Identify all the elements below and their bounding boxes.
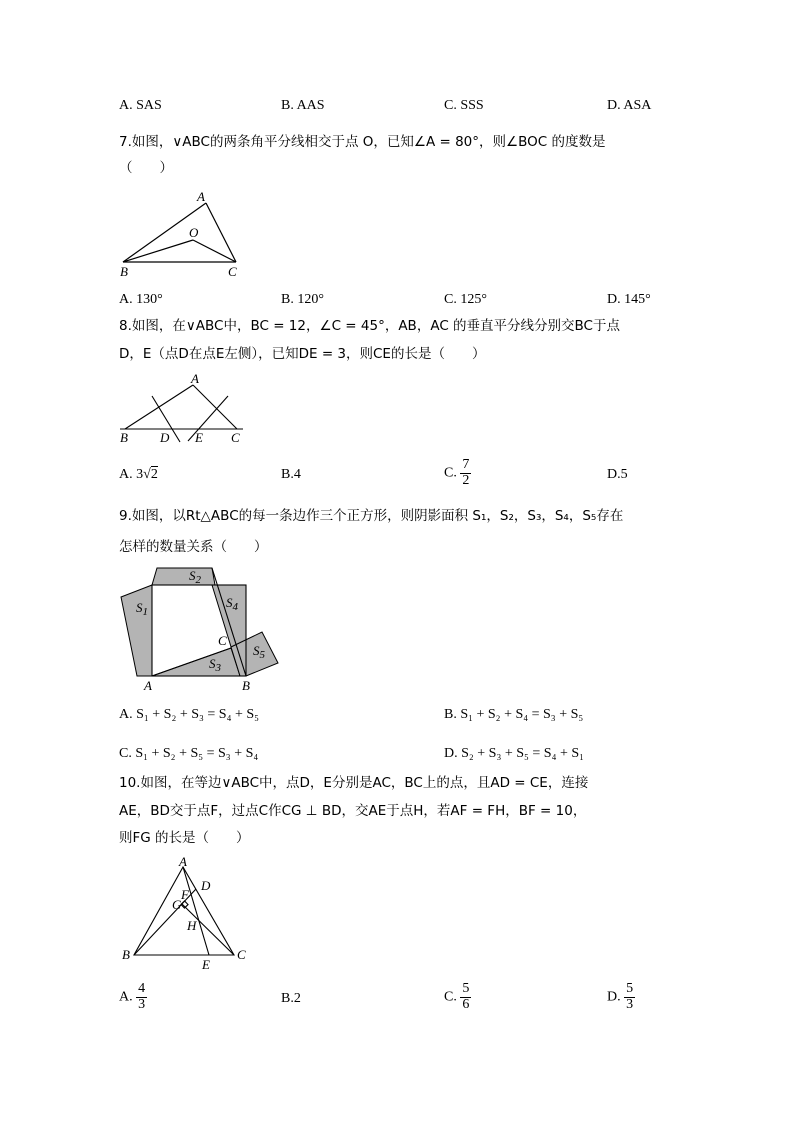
q10-option-c — [444, 982, 471, 1012]
q10-label-h: H — [187, 918, 197, 933]
q6-option-b: B. AAS — [281, 98, 325, 113]
q9-option-a: A. S₁ + S₂ + S₃ = S₄ + S₅ — [119, 707, 260, 722]
q7-option-c: C. 125° — [444, 292, 487, 307]
q8-label-e: E — [195, 430, 203, 445]
q10-option-d — [607, 982, 635, 1012]
q8-option-d: D.5 — [607, 467, 628, 482]
q10-option-a — [119, 982, 147, 1012]
q8-label-a: A — [191, 371, 199, 386]
q10-option-a-numerator: 4 — [138, 981, 146, 996]
q9-stem-line-2: 怎样的数量关系（ ） — [119, 539, 268, 555]
q9-label-s3: $S_3$ — [209, 656, 221, 674]
q7-label-b: B — [120, 264, 128, 279]
q6-option-d: D. ASA — [607, 98, 652, 113]
q8-option-c-prefix: C. — [444, 465, 457, 481]
q7-label-o: O — [189, 225, 199, 240]
q10-label-e: E — [202, 957, 210, 972]
q10-option-a-prefix: A. — [119, 989, 133, 1005]
q10-option-d-prefix: D. — [607, 989, 621, 1005]
q7-label-c: C — [228, 264, 237, 279]
q10-option-c-fraction — [460, 982, 471, 1012]
q10-option-c-denominator: 6 — [462, 996, 470, 1012]
q9-label-s1: $S_1$ — [136, 600, 148, 618]
q8-option-a-radicand: 2 — [150, 467, 158, 482]
q10-label-c: C — [237, 947, 246, 962]
q7-label-a: A — [197, 189, 205, 204]
q10-label-f: F — [181, 887, 189, 902]
q10-option-a-denominator: 3 — [138, 996, 146, 1012]
q10-stem-line-3: 则FG 的长是（ ） — [119, 830, 250, 846]
q6-option-a: A. SAS — [119, 98, 162, 113]
q8-label-b: B — [120, 430, 128, 445]
q10-option-d-fraction — [624, 982, 635, 1012]
q9-option-d: D. S₂ + S₃ + S₅ = S₄ + S₁ — [444, 746, 585, 761]
q8-option-a-prefix: A. 3 — [119, 467, 144, 482]
q10-option-b: B.2 — [281, 991, 301, 1006]
q9-label-a: A — [144, 678, 152, 693]
q7-option-a: A. 130° — [119, 292, 163, 307]
q9-option-b: B. S₁ + S₂ + S₄ = S₃ + S₅ — [444, 707, 584, 722]
q10-option-c-numerator: 5 — [462, 981, 470, 996]
q10-option-a-fraction — [136, 982, 147, 1012]
q9-option-c: C. S₁ + S₂ + S₅ = S₃ + S₄ — [119, 746, 259, 761]
q8-label-d: D — [160, 430, 170, 445]
q9-label-s4: $S_4$ — [226, 595, 238, 613]
q9-label-c: C — [218, 633, 227, 648]
q10-option-d-numerator: 5 — [626, 981, 634, 996]
q9-stem-line-1: 9.如图，以Rt△ABC的每一条边作三个正方形，则阴影面积 S₁，S₂，S₃，S₄，S₅存在 — [119, 508, 624, 524]
sqrt-icon: √ — [143, 467, 151, 482]
q10-stem-line-1: 10.如图，在等边∨ABC中，点D，E分别是AC，BC上的点，且AD = CE，连接 — [119, 775, 589, 791]
q10-label-g: G — [172, 897, 182, 912]
q7-stem: 7.如图，∨ABC的两条角平分线相交于点 O，已知∠A = 80°，则∠BOC 的度数是 — [119, 134, 606, 150]
q10-option-c-prefix: C. — [444, 989, 457, 1005]
q7-option-b: B. 120° — [281, 292, 324, 307]
q7-paren: （ ） — [119, 160, 173, 176]
q10-label-a: A — [179, 854, 187, 869]
q8-option-b: B.4 — [281, 467, 301, 482]
q8-stem-line-1: 8.如图，在∨ABC中，BC = 12，∠C = 45°，AB，AC 的垂直平分线分别交BC于点 — [119, 318, 620, 334]
q10-stem-line-2: AE，BD交于点F，过点C作CG ⊥ BD，交AE于点H，若AF = FH，BF = 10， — [119, 803, 587, 819]
q9-label-s2: $S_2$ — [189, 568, 201, 586]
q8-option-c-numerator: 7 — [462, 457, 470, 472]
q9-label-s5: $S_5$ — [253, 643, 265, 661]
q10-label-b: B — [122, 947, 130, 962]
q7-option-d: D. 145° — [607, 292, 651, 307]
q8-option-c-denominator: 2 — [462, 472, 470, 488]
q6-option-c: C. SSS — [444, 98, 484, 113]
q10-option-d-denominator: 3 — [626, 996, 634, 1012]
q8-label-c: C — [231, 430, 240, 445]
q9-label-b: B — [242, 678, 250, 693]
q8-stem-line-2: D，E（点D在点E左侧），已知DE = 3，则CE的长是（ ） — [119, 346, 486, 362]
q10-label-d: D — [201, 878, 211, 893]
